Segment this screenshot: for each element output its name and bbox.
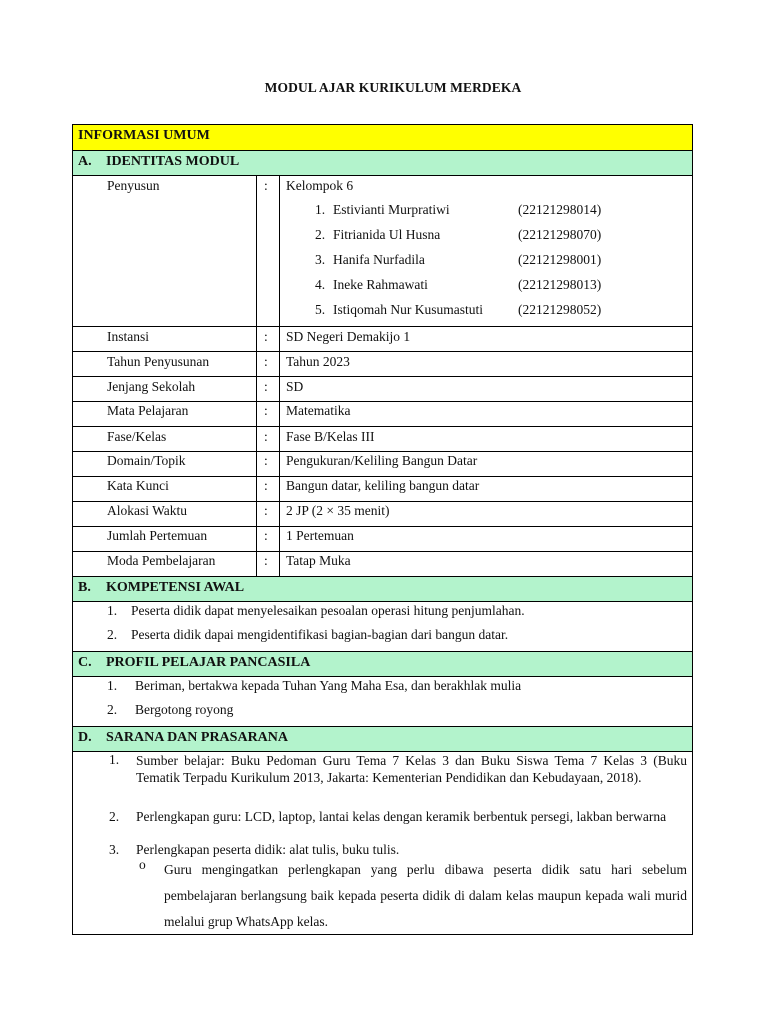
list-number: 2. (107, 702, 118, 717)
identity-row-kata-kunci (73, 476, 692, 501)
identity-value: SD (286, 379, 304, 394)
member-name: Fitrianida Ul Husna (333, 227, 441, 242)
list-number: 2. (107, 627, 118, 642)
member-nim: (22121298070) (518, 227, 602, 242)
identity-label: Jumlah Pertemuan (107, 528, 208, 543)
colon: : (264, 453, 268, 468)
penyusun-row (73, 175, 692, 326)
identity-label: Fase/Kelas (107, 429, 167, 444)
colon: : (264, 329, 268, 344)
section-a-code: A. (78, 154, 92, 169)
identity-value: SD Negeri Demakijo 1 (286, 329, 411, 344)
identity-row-tahun (73, 351, 692, 376)
section-d-code: D. (78, 730, 92, 745)
colon: : (264, 403, 268, 418)
identity-row-fase (73, 426, 692, 451)
section-a-title: IDENTITAS MODUL (106, 154, 240, 169)
identity-label: Moda Pembelajaran (107, 553, 216, 568)
colon: : (264, 478, 268, 493)
member-nim: (22121298013) (518, 277, 602, 292)
member-number: 5. (315, 302, 326, 317)
profil-list (73, 676, 692, 726)
identity-value: 2 JP (2 × 35 menit) (286, 503, 390, 518)
member-name: Ineke Rahmawati (333, 277, 428, 292)
info-header-row (73, 125, 692, 150)
section-c-title: PROFIL PELAJAR PANCASILA (106, 655, 311, 670)
identity-row-alokasi (73, 501, 692, 526)
list-item: Bergotong royong (135, 702, 234, 717)
colon: : (264, 553, 268, 568)
section-b-title: KOMPETENSI AWAL (106, 580, 245, 595)
list-item: Peserta didik dapat menyelesaikan pesoalan operasi hitung penjumlahan. (131, 603, 525, 618)
colon: : (264, 429, 268, 444)
identity-label: Jenjang Sekolah (107, 379, 196, 394)
colon: : (264, 178, 268, 193)
kompetensi-list (73, 601, 692, 651)
list-item: Perlengkapan peserta didik: alat tulis, buku tulis. (136, 842, 400, 857)
section-d-header (73, 726, 692, 751)
section-c-code: C. (78, 655, 92, 670)
list-item: Peserta didik dapai mengidentifikasi bagian-bagian dari bangun datar. (131, 627, 509, 642)
member-number: 3. (315, 252, 326, 267)
identity-row-pertemuan (73, 526, 692, 551)
member-name: Hanifa Nurfadila (333, 252, 425, 267)
colon: : (264, 528, 268, 543)
identity-value: Matematika (286, 403, 351, 418)
identity-label: Instansi (107, 329, 149, 344)
colon: : (264, 379, 268, 394)
identity-value: Tatap Muka (286, 553, 351, 568)
identity-value: Fase B/Kelas III (286, 429, 375, 444)
member-nim: (22121298014) (518, 202, 602, 217)
section-d-title: SARANA DAN PRASARANA (106, 730, 289, 745)
list-number: 3. (109, 842, 120, 857)
list-number: 1. (109, 752, 120, 767)
document-title: MODUL AJAR KURIKULUM MERDEKA (264, 80, 522, 95)
member-number: 4. (315, 277, 326, 292)
member-name: Istiqomah Nur Kusumastuti (333, 302, 483, 317)
section-b-header (73, 576, 692, 601)
member-number: 1. (315, 202, 326, 217)
sarana-list (73, 751, 692, 936)
identity-label: Kata Kunci (107, 478, 169, 493)
identity-row-moda (73, 551, 692, 576)
identity-row-mapel (73, 401, 692, 426)
bullet-icon: o (139, 857, 146, 872)
list-number: 2. (109, 809, 120, 824)
list-item: Beriman, bertakwa kepada Tuhan Yang Maha Esa, dan berakhlak mulia (135, 678, 522, 693)
identity-value: Bangun datar, keliling bangun datar (286, 478, 480, 493)
list-item: Perlengkapan guru: LCD, laptop, lantai kelas dengan keramik berbentuk persegi, lakban berwarna (136, 809, 667, 824)
identity-label: Alokasi Waktu (107, 503, 188, 518)
section-c-header (73, 651, 692, 676)
list-item: Sumber belajar: Buku Pedoman Guru Tema 7 Kelas 3 dan Buku Siswa Tema 7 Kelas 3 (Buku Tematik Terpadu Kurikulum 2013, Jakarta: Kementerian Pendidikan dan Kebudayaan, 2018). (136, 753, 687, 785)
identity-row-instansi (73, 326, 692, 351)
colon: : (264, 503, 268, 518)
list-number: 1. (107, 603, 118, 618)
penyusun-value: Kelompok 6 (286, 178, 354, 193)
member-number: 2. (315, 227, 326, 242)
identity-value: 1 Pertemuan (286, 528, 354, 543)
penyusun-label: Penyusun (107, 178, 160, 193)
colon: : (264, 354, 268, 369)
section-a-header (73, 150, 692, 175)
member-name: Estivianti Murpratiwi (333, 202, 450, 217)
member-nim: (22121298001) (518, 252, 602, 267)
identity-value: Pengukuran/Keliling Bangun Datar (286, 453, 478, 468)
identity-row-domain (73, 451, 692, 476)
module-table (72, 124, 693, 935)
member-nim: (22121298052) (518, 302, 602, 317)
identity-row-jenjang (73, 376, 692, 401)
identity-value: Tahun 2023 (286, 354, 350, 369)
identity-label: Mata Pelajaran (107, 403, 189, 418)
list-subitem: Guru mengingatkan perlengkapan yang perlu dibawa peserta didik satu hari sebelum pembelajaran berlangsung baik kepada peserta didik di dalam kelas maupun kepada wali murid melalui grup WhatsApp kelas. (164, 862, 687, 929)
identity-label: Tahun Penyusunan (107, 354, 210, 369)
section-b-code: B. (78, 580, 91, 595)
list-number: 1. (107, 678, 118, 693)
info-header: INFORMASI UMUM (78, 128, 210, 143)
identity-label: Domain/Topik (107, 453, 186, 468)
